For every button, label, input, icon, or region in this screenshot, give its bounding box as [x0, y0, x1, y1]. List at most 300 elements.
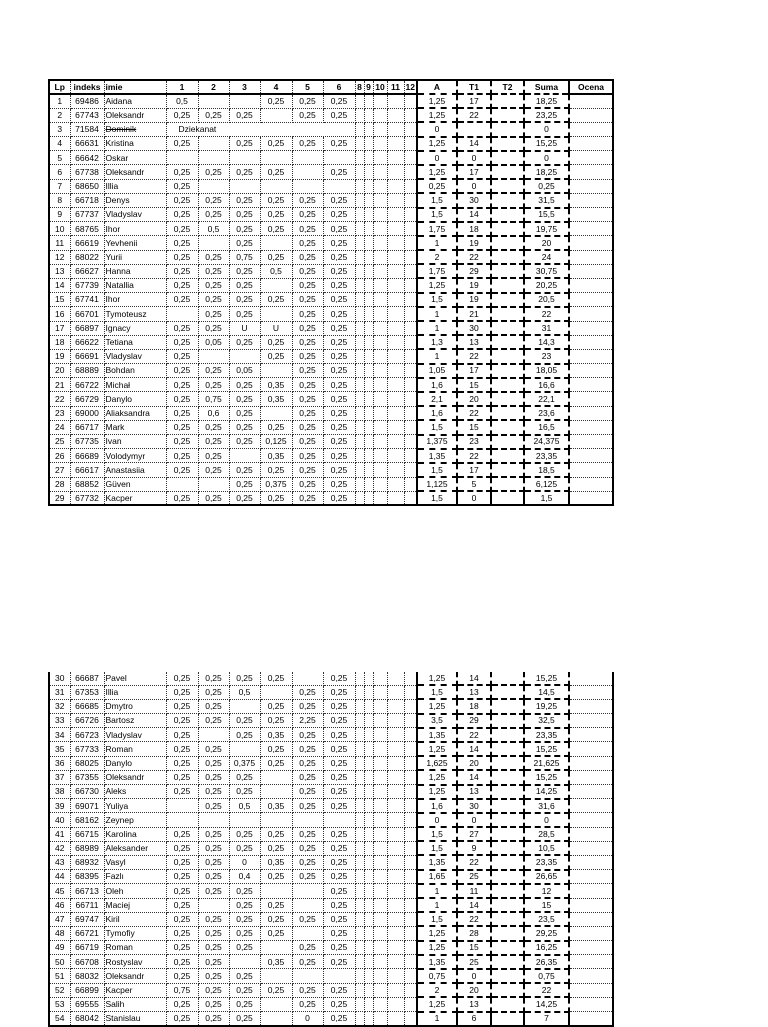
table-cell — [404, 477, 417, 491]
table-cell: 15,25 — [524, 137, 569, 151]
table-cell: 30 — [457, 193, 491, 207]
table-cell: U — [229, 321, 260, 335]
table-cell — [373, 250, 387, 264]
table-cell — [404, 969, 417, 983]
table-cell: 69000 — [70, 406, 104, 420]
table-cell — [404, 278, 417, 292]
table-cell — [373, 307, 387, 321]
table-cell — [404, 491, 417, 505]
table-cell — [364, 926, 373, 940]
table-cell: Danylo — [104, 392, 166, 406]
table-cell — [491, 264, 524, 278]
table-cell — [491, 349, 524, 363]
table-cell: 42 — [49, 841, 70, 855]
table-cell — [355, 770, 364, 784]
table-cell: 0,25 — [166, 463, 198, 477]
table-cell — [260, 997, 292, 1011]
table-cell: 0,25 — [166, 349, 198, 363]
table-cell: 0,25 — [198, 264, 229, 278]
header-cell: Lp — [49, 80, 70, 94]
table-cell — [387, 137, 404, 151]
table-cell: Oleh — [104, 884, 166, 898]
table-cell — [364, 193, 373, 207]
table-cell: 66717 — [70, 420, 104, 434]
table-cell — [404, 208, 417, 222]
table-cell — [491, 685, 524, 699]
table-cell: 1,25 — [417, 742, 457, 756]
table-cell: 0,25 — [198, 364, 229, 378]
table-cell — [387, 122, 404, 136]
table-cell: 0,25 — [198, 912, 229, 926]
table-cell: 0,05 — [229, 364, 260, 378]
table-cell — [198, 151, 229, 165]
table-cell: 67735 — [70, 435, 104, 449]
table-cell: 0,25 — [260, 841, 292, 855]
table-cell — [373, 349, 387, 363]
table-cell — [364, 435, 373, 449]
table-cell: 25 — [49, 435, 70, 449]
table-cell: 22 — [524, 983, 569, 997]
table-cell: 16,5 — [524, 420, 569, 434]
table-cell: 0,25 — [323, 699, 355, 713]
table-cell: 68395 — [70, 870, 104, 884]
table-cell: 0,25 — [323, 378, 355, 392]
table-cell — [404, 756, 417, 770]
table-cell — [229, 699, 260, 713]
table-cell: 20 — [457, 756, 491, 770]
table-cell: 0,375 — [260, 477, 292, 491]
header-row — [49, 80, 613, 94]
table-cell: 0,25 — [229, 728, 260, 742]
table-cell — [569, 941, 613, 955]
table-cell: 0,25 — [292, 364, 323, 378]
table-cell — [355, 122, 364, 136]
table-cell: 0,25 — [229, 435, 260, 449]
table-cell: 0,25 — [198, 841, 229, 855]
table-cell — [364, 941, 373, 955]
table-cell — [569, 841, 613, 855]
table-cell — [373, 463, 387, 477]
table-cell: 27 — [457, 827, 491, 841]
table-cell: 0,25 — [166, 165, 198, 179]
table-cell: 0,25 — [292, 785, 323, 799]
table-row — [49, 884, 613, 898]
table-cell: 0,25 — [292, 491, 323, 505]
table-cell: 0,25 — [198, 449, 229, 463]
table-cell — [387, 685, 404, 699]
table-cell: 67738 — [70, 165, 104, 179]
table-cell — [491, 813, 524, 827]
table-cell: 0,25 — [166, 785, 198, 799]
table-cell — [355, 108, 364, 122]
table-cell: 1,05 — [417, 364, 457, 378]
table-cell — [364, 179, 373, 193]
table-cell: Aliaksandra — [104, 406, 166, 420]
table-cell: 0,25 — [292, 278, 323, 292]
table-cell: 0,25 — [323, 827, 355, 841]
table-cell: Vladyslav — [104, 728, 166, 742]
table-cell — [387, 449, 404, 463]
table-cell — [292, 813, 323, 827]
table-cell: 0,25 — [292, 435, 323, 449]
table-cell: 0,25 — [260, 983, 292, 997]
table-cell: 20,5 — [524, 293, 569, 307]
table-cell: 66708 — [70, 955, 104, 969]
table-cell: 30,75 — [524, 264, 569, 278]
table-cell: 67355 — [70, 770, 104, 784]
table-cell: 1,75 — [417, 264, 457, 278]
table-cell: 0,25 — [323, 770, 355, 784]
table-cell — [387, 208, 404, 222]
table-cell: 1,25 — [417, 699, 457, 713]
table-cell — [355, 477, 364, 491]
table-cell: 0,25 — [323, 250, 355, 264]
table-cell: 0,25 — [229, 785, 260, 799]
table-cell: 31 — [49, 685, 70, 699]
table-cell: 22 — [457, 728, 491, 742]
table-row — [49, 335, 613, 349]
table-cell — [373, 491, 387, 505]
table-cell: 21 — [457, 307, 491, 321]
table-cell: 0,5 — [229, 799, 260, 813]
table-cell — [355, 983, 364, 997]
table-cell: 0 — [524, 813, 569, 827]
table-cell — [404, 714, 417, 728]
table-cell — [364, 491, 373, 505]
table-cell: 22 — [457, 912, 491, 926]
table-cell: 0,25 — [260, 827, 292, 841]
table-cell — [355, 699, 364, 713]
table-cell — [323, 969, 355, 983]
table-cell: 25 — [457, 870, 491, 884]
table-cell: 1,6 — [417, 378, 457, 392]
table-cell — [569, 94, 613, 108]
table-cell — [355, 321, 364, 335]
table-cell: 0,25 — [229, 770, 260, 784]
table-cell — [355, 179, 364, 193]
table-cell: 20 — [457, 983, 491, 997]
table-cell — [491, 179, 524, 193]
table-cell: 1,25 — [417, 278, 457, 292]
table-cell: 0,25 — [260, 898, 292, 912]
table-cell: 36 — [49, 756, 70, 770]
table-cell: Oleksandr — [104, 108, 166, 122]
table-cell: 0,25 — [166, 137, 198, 151]
table-cell: 13 — [457, 997, 491, 1011]
table-cell — [373, 236, 387, 250]
table-cell: 66701 — [70, 307, 104, 321]
table-cell — [387, 222, 404, 236]
table-cell: 0,25 — [323, 477, 355, 491]
table-cell — [491, 364, 524, 378]
table-cell — [373, 870, 387, 884]
table-cell — [491, 955, 524, 969]
table-cell: Salih — [104, 997, 166, 1011]
table-cell: 0,25 — [229, 293, 260, 307]
table-cell: 19 — [457, 293, 491, 307]
table-cell: 0,25 — [198, 165, 229, 179]
table-cell — [373, 477, 387, 491]
table-cell — [404, 293, 417, 307]
table-cell — [373, 855, 387, 869]
table-cell: 0,35 — [260, 955, 292, 969]
table-cell: 0,25 — [260, 491, 292, 505]
table-cell — [404, 349, 417, 363]
table-cell: 44 — [49, 870, 70, 884]
table-cell: 22,1 — [524, 392, 569, 406]
table-cell: 17 — [457, 364, 491, 378]
table-cell: 66729 — [70, 392, 104, 406]
table-cell — [569, 364, 613, 378]
table-cell: 0,25 — [323, 884, 355, 898]
table-cell: 0,75 — [524, 969, 569, 983]
table-cell: 22 — [457, 449, 491, 463]
header-cell: indeks — [70, 80, 104, 94]
table-cell: 16,25 — [524, 941, 569, 955]
table-cell: 0,25 — [260, 463, 292, 477]
table-cell — [404, 250, 417, 264]
table-cell: 18 — [49, 335, 70, 349]
table-cell: Anastasiia — [104, 463, 166, 477]
table-cell: 0,25 — [198, 799, 229, 813]
table-cell — [491, 293, 524, 307]
table-cell: 19,75 — [524, 222, 569, 236]
table-cell: 41 — [49, 827, 70, 841]
table-cell: 0,25 — [260, 335, 292, 349]
table-cell: 0,25 — [260, 420, 292, 434]
table-cell — [198, 94, 229, 108]
table-cell: Bartosz — [104, 714, 166, 728]
table-cell: 29 — [457, 264, 491, 278]
table-cell — [260, 813, 292, 827]
table-cell: 0,25 — [198, 108, 229, 122]
table-cell: Roman — [104, 941, 166, 955]
table-cell — [373, 742, 387, 756]
table-cell: 0,25 — [260, 672, 292, 685]
table-row — [49, 491, 613, 505]
table-cell: 15,25 — [524, 770, 569, 784]
table-cell: 0,25 — [260, 250, 292, 264]
table-cell — [569, 477, 613, 491]
table-cell: 0,25 — [198, 699, 229, 713]
table-cell — [355, 898, 364, 912]
table-cell: 13 — [457, 335, 491, 349]
table-cell: 66617 — [70, 463, 104, 477]
table-cell: 15,25 — [524, 672, 569, 685]
table-cell: 0,25 — [198, 1012, 229, 1026]
table-cell — [364, 151, 373, 165]
table-cell — [569, 898, 613, 912]
table-cell — [355, 420, 364, 434]
table-cell: 0,5 — [198, 222, 229, 236]
table-cell: Ihor — [104, 293, 166, 307]
table-cell: 1,25 — [417, 672, 457, 685]
table-cell: 0,35 — [260, 378, 292, 392]
table-cell: 1,625 — [417, 756, 457, 770]
table-cell: 39 — [49, 799, 70, 813]
table-cell: 0,25 — [198, 435, 229, 449]
table-cell: 14,25 — [524, 997, 569, 1011]
table-cell — [355, 349, 364, 363]
table-cell: 31,5 — [524, 193, 569, 207]
table-cell — [364, 983, 373, 997]
table-cell: 68162 — [70, 813, 104, 827]
table-cell: 0 — [292, 1012, 323, 1026]
table-cell — [373, 420, 387, 434]
table-cell: 0,25 — [229, 884, 260, 898]
table-cell — [355, 435, 364, 449]
table-cell — [491, 222, 524, 236]
table-cell — [404, 420, 417, 434]
table-cell — [404, 122, 417, 136]
table-cell: 0,35 — [260, 449, 292, 463]
table-cell: 0,25 — [166, 714, 198, 728]
table-cell — [491, 406, 524, 420]
table-cell: 15 — [524, 898, 569, 912]
table-cell — [491, 969, 524, 983]
table-cell — [355, 756, 364, 770]
table-cell: 0,25 — [260, 208, 292, 222]
table-cell — [387, 785, 404, 799]
table-cell — [364, 728, 373, 742]
table-cell: 14 — [49, 278, 70, 292]
table-cell: 0,25 — [292, 941, 323, 955]
table-cell: 43 — [49, 855, 70, 869]
table-cell — [292, 969, 323, 983]
table-cell — [355, 491, 364, 505]
table-cell: Kiril — [104, 912, 166, 926]
table-cell: 28 — [457, 926, 491, 940]
table-cell: 14 — [457, 742, 491, 756]
table-cell: 47 — [49, 912, 70, 926]
table-cell: 1 — [417, 307, 457, 321]
table-cell: 7 — [49, 179, 70, 193]
table-cell: 0,25 — [166, 179, 198, 193]
table-cell: 0,25 — [166, 321, 198, 335]
table-cell: 66622 — [70, 335, 104, 349]
table-cell — [387, 728, 404, 742]
table-cell: 0,25 — [292, 250, 323, 264]
table-cell — [373, 392, 387, 406]
table-cell — [355, 165, 364, 179]
table-cell: 0,25 — [323, 898, 355, 912]
table-cell — [387, 193, 404, 207]
table-cell — [387, 307, 404, 321]
table-cell — [260, 307, 292, 321]
table-cell: 0,25 — [323, 926, 355, 940]
table-cell — [569, 884, 613, 898]
table-cell: 0,25 — [198, 321, 229, 335]
table-cell: 0,25 — [229, 392, 260, 406]
table-cell — [404, 841, 417, 855]
table-row — [49, 392, 613, 406]
table-cell — [404, 378, 417, 392]
table-cell — [387, 378, 404, 392]
table-cell: 0,25 — [323, 193, 355, 207]
table-cell: 46 — [49, 898, 70, 912]
table-cell: 0,25 — [166, 222, 198, 236]
table-cell — [387, 406, 404, 420]
table-cell — [404, 770, 417, 784]
table-cell: Yuliya — [104, 799, 166, 813]
table-cell: 7 — [524, 1012, 569, 1026]
table-cell: 0,25 — [292, 728, 323, 742]
table-cell: 23,35 — [524, 449, 569, 463]
table-cell — [364, 699, 373, 713]
table-cell — [355, 672, 364, 685]
table-cell: 0,25 — [166, 742, 198, 756]
table-cell: 0,25 — [323, 912, 355, 926]
table-cell — [404, 672, 417, 685]
table-cell — [364, 378, 373, 392]
table-cell — [491, 208, 524, 222]
table-cell: Vasyl — [104, 855, 166, 869]
table-cell — [491, 420, 524, 434]
table-cell: 12 — [49, 250, 70, 264]
table-cell: Oskar — [104, 151, 166, 165]
table-row — [49, 672, 613, 685]
table-cell: 0,25 — [229, 491, 260, 505]
table-cell: 0,25 — [166, 293, 198, 307]
table-cell: 22 — [457, 108, 491, 122]
table-cell: 1 — [417, 1012, 457, 1026]
table-cell — [569, 463, 613, 477]
table-cell: 0,75 — [166, 983, 198, 997]
table-cell — [491, 122, 524, 136]
table-cell: 0,25 — [323, 435, 355, 449]
table-cell: 68650 — [70, 179, 104, 193]
table-row — [49, 714, 613, 728]
table-cell: 4 — [49, 137, 70, 151]
table-cell — [404, 699, 417, 713]
table-row — [49, 165, 613, 179]
table-cell — [387, 463, 404, 477]
table-cell — [364, 94, 373, 108]
table-cell: 0,5 — [229, 685, 260, 699]
table-cell: 0,25 — [292, 392, 323, 406]
table-cell — [373, 335, 387, 349]
table-cell — [364, 813, 373, 827]
header-cell: 9 — [364, 80, 373, 94]
table-cell — [387, 742, 404, 756]
table-cell: Karolina — [104, 827, 166, 841]
table-cell — [387, 335, 404, 349]
table-cell — [373, 714, 387, 728]
table-cell: 0,25 — [166, 672, 198, 685]
table-cell: 0,25 — [229, 307, 260, 321]
table-cell — [292, 151, 323, 165]
table-cell: 0,75 — [229, 250, 260, 264]
table-cell — [373, 406, 387, 420]
table-cell: 23 — [524, 349, 569, 363]
table-cell: 68932 — [70, 855, 104, 869]
table-cell: 0,25 — [323, 1012, 355, 1026]
table-cell: 0,25 — [166, 435, 198, 449]
table-cell: 14,3 — [524, 335, 569, 349]
table-cell: 26,65 — [524, 870, 569, 884]
table-row — [49, 293, 613, 307]
table-cell: 69486 — [70, 94, 104, 108]
table-cell: 20,25 — [524, 278, 569, 292]
table-cell — [364, 912, 373, 926]
table-cell: 0,25 — [166, 969, 198, 983]
table-cell: 0,25 — [292, 236, 323, 250]
table-cell — [387, 841, 404, 855]
table-cell — [457, 122, 491, 136]
table-row — [49, 969, 613, 983]
table-cell: 49 — [49, 941, 70, 955]
table-cell: 30 — [49, 672, 70, 685]
